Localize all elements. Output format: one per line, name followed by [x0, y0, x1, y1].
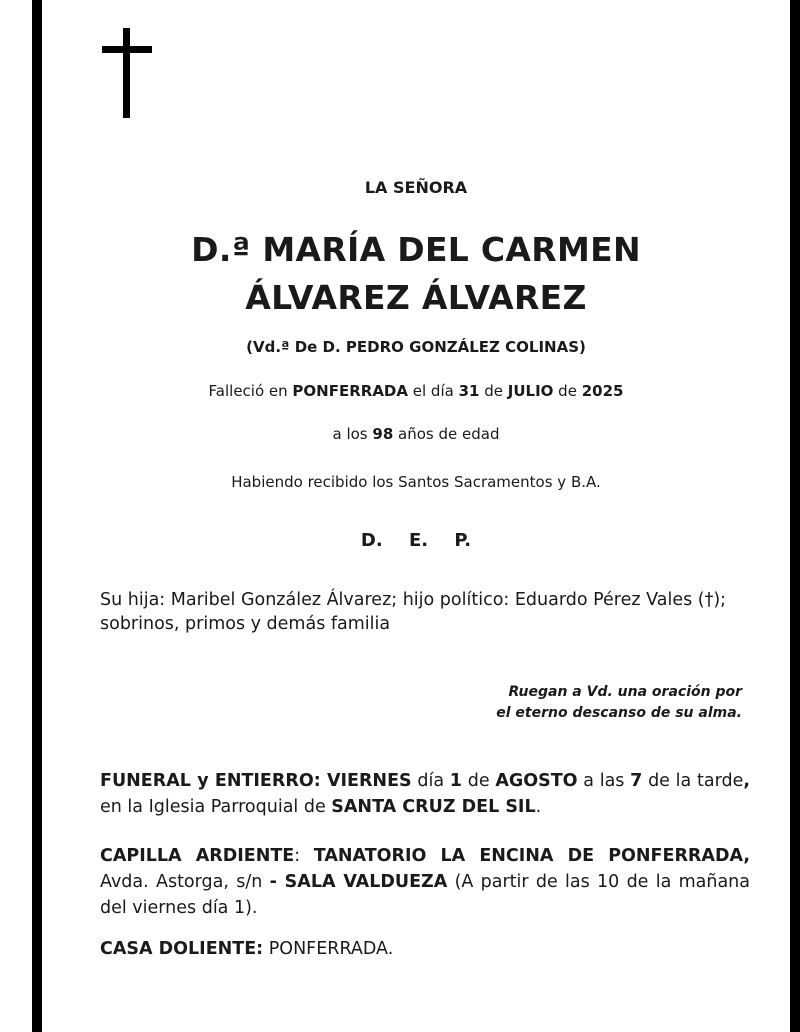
death-month: JULIO	[507, 382, 554, 400]
border-right	[790, 0, 800, 1032]
casa-value: PONFERRADA.	[263, 939, 394, 959]
border-left	[32, 0, 42, 1032]
death-day: 31	[458, 382, 480, 400]
death-year: 2025	[581, 382, 624, 400]
funeral-label: FUNERAL y ENTIERRO: VIERNES	[100, 771, 412, 791]
name-line-1: D.ª MARÍA DEL CARMEN	[191, 230, 641, 269]
cross-icon	[102, 28, 152, 118]
age-info: a los 98 años de edad	[332, 425, 500, 443]
death-place: PONFERRADA	[292, 382, 408, 400]
sacraments: Habiendo recibido los Santos Sacramentos y B.A.	[231, 473, 601, 491]
funeral-info: FUNERAL y ENTIERRO: VIERNES día 1 de AGOSTO a las 7 de la tarde, en la Iglesia Parroquial de SANTA CRUZ DEL SIL.	[100, 771, 750, 817]
age-years: 98	[372, 425, 394, 443]
capilla-place: TANATORIO LA ENCINA DE PONFERRADA,	[313, 846, 750, 866]
capilla-info: CAPILLA ARDIENTE: TANATORIO LA ENCINA DE PONFERRADA, Avda. Astorga, s/n - SALA VALDUEZA (A partir de las 10 de la mañana del viernes día 1).	[100, 846, 750, 918]
header-title: LA SEÑORA	[364, 178, 468, 197]
casa-label: CASA DOLIENTE:	[100, 939, 264, 959]
prayer-line-1: Ruegan a Vd. una oración por	[508, 684, 742, 700]
dep-text: D. E. P.	[360, 530, 472, 551]
widow-of: (Vd.ª De D. PEDRO GONZÁLEZ COLINAS)	[246, 338, 586, 356]
capilla-label: CAPILLA ARDIENTE	[100, 846, 295, 866]
funeral-place: SANTA CRUZ DEL SIL	[331, 797, 536, 817]
family-text: Su hija: Maribel González Álvarez; hijo político: Eduardo Pérez Vales (†); sobrinos, primos y demás familia	[100, 590, 727, 634]
name-line-2: ÁLVAREZ ÁLVAREZ	[245, 278, 587, 317]
death-info: Falleció en PONFERRADA el día 31 de JULIO de 2025	[208, 382, 624, 400]
prayer-line-2: el eterno descanso de su alma.	[496, 705, 742, 721]
capilla-room: - SALA VALDUEZA	[269, 872, 448, 892]
casa-doliente	[100, 936, 750, 962]
prayer-request	[440, 682, 742, 724]
deceased-name	[42, 226, 790, 322]
